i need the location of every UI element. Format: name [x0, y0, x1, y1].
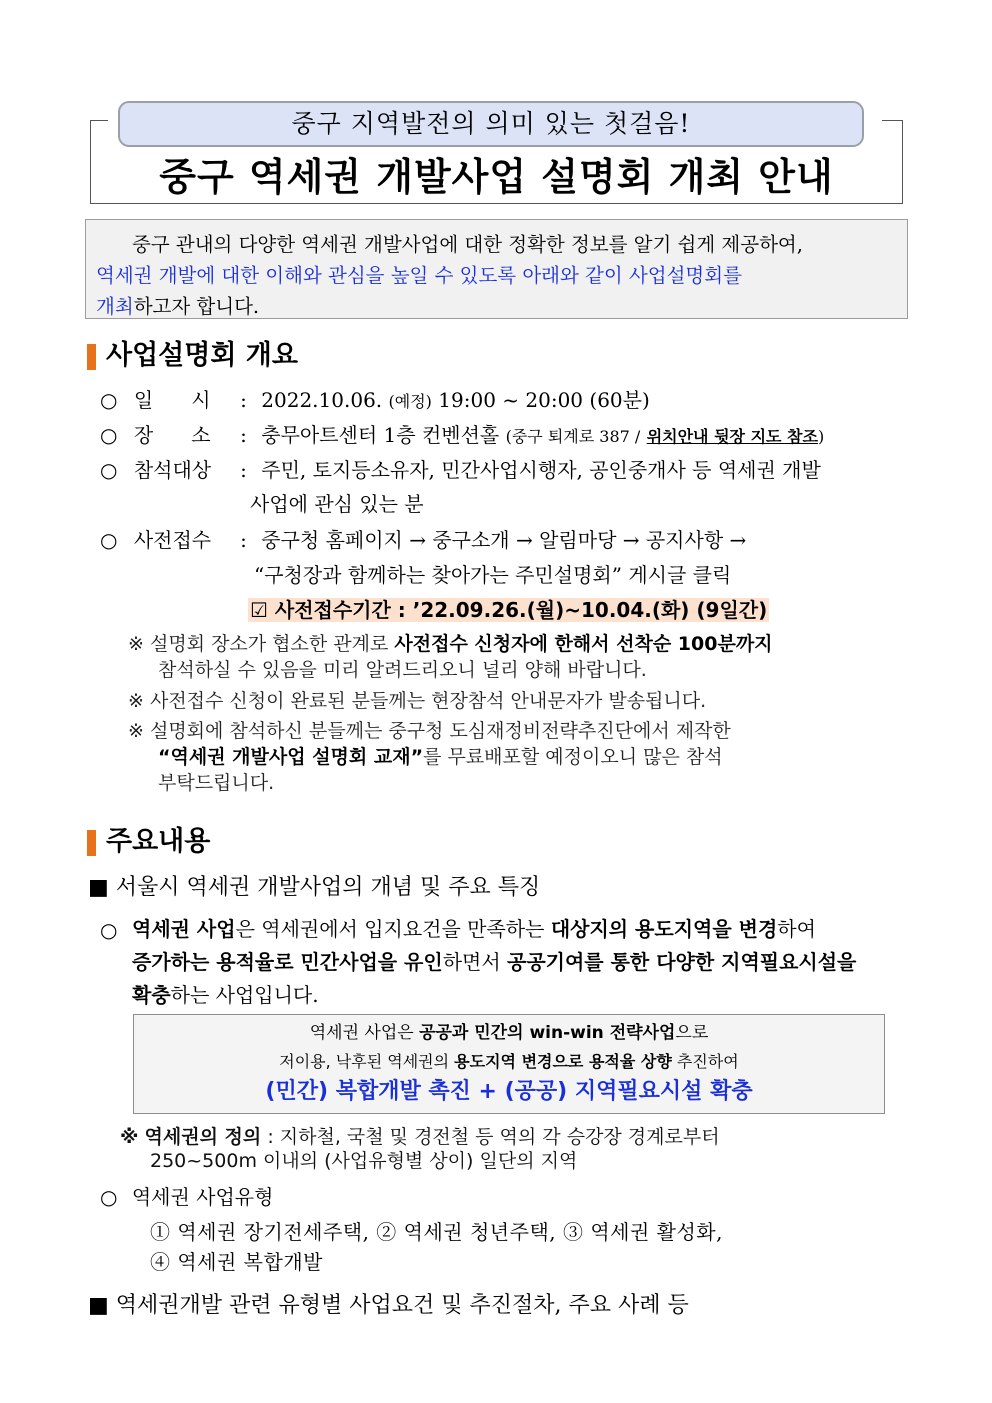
overview-registration-row [100, 525, 746, 555]
bullet-circle-p1: ○ [100, 918, 118, 942]
colon: : [240, 388, 247, 412]
note-3-line-2 [158, 744, 723, 770]
subheading-concept [88, 873, 540, 903]
note-3-b: “역세권 개발사업 설명회 교재” [158, 746, 424, 768]
definition-text-2: 250~500m 이내의 (사업유형별 상이) 일단의 지역 [150, 1150, 578, 1172]
intro-line-1: 중구 관내의 다양한 역세권 개발사업에 대한 정확한 정보를 알기 쉽게 제공하여, [132, 233, 803, 256]
place-map-reference: 위치안내 뒷장 지도 참조 [646, 427, 818, 446]
registration-period-text: ☑ 사전접수기간 : ’22.09.26.(월)~10.04.(화) (9일간) [250, 598, 768, 622]
note-mark: ※ [128, 720, 144, 742]
section-marker [87, 830, 96, 856]
date-note: (예정) [388, 392, 432, 411]
definition-text-1: 지하철, 국철 및 경전철 등 역의 각 승강장 경계로부터 [279, 1126, 720, 1148]
place-close: ) [817, 427, 825, 446]
date-time: 19:00 ~ 20:00 (60분) [438, 388, 650, 412]
bullet-circle: ○ [100, 423, 118, 447]
types-line-1: ① 역세권 장기전세주택, ② 역세권 청년주택, ③ 역세권 활성화, [150, 1220, 723, 1244]
summary-line-1: 역세권 사업은 공공과 민간의 win-win 전략사업으로 [309, 1023, 709, 1043]
p1-g: 공공기여를 통한 다양한 지역필요시설을 [507, 950, 857, 974]
colon: : [240, 423, 247, 447]
definition-label: 역세권의 정의 [144, 1126, 262, 1148]
p1-h: 확충 [132, 983, 171, 1007]
p1-i: 하는 사업입니다. [170, 983, 319, 1007]
target-line-1: 주민, 토지등소유자, 민간사업시행자, 공인중개사 등 역세권 개발 [261, 458, 821, 482]
note-2-text: 사전접수 신청이 완료된 분들께는 현장참석 안내문자가 발송됩니다. [149, 690, 707, 712]
registration-line-1: 중구청 홈페이지 → 중구소개 → 알림마당 → 공지사항 → [261, 528, 747, 552]
p1-f: 하면서 [442, 950, 508, 974]
square-bullet: ■ [88, 875, 109, 900]
intro-line-3 [96, 291, 899, 322]
intro-line-3-rest: 하고자 합니다. [133, 295, 260, 318]
note-3-d: 부탁드립니다. [158, 772, 275, 794]
date-label: 일 시 [133, 388, 211, 412]
section-heading-content: 주요내용 [106, 826, 211, 857]
summary-box [133, 1014, 885, 1114]
p1-e: 증가하는 용적율로 민간사업을 유인 [132, 950, 443, 974]
place-value: 충무아트센터 1층 컨벤션홀 [261, 423, 500, 447]
place-address: (중구 퇴계로 387 / [505, 427, 641, 446]
p1-c: 대상지의 용도지역을 변경 [550, 917, 778, 941]
bullet-circle: ○ [100, 1185, 118, 1209]
note-3-c: 를 무료배포할 예정이오니 많은 참석 [423, 746, 723, 768]
subheading-requirements-text: 역세권개발 관련 유형별 사업요건 및 추진절차, 주요 사례 등 [115, 1293, 689, 1318]
note-1-b: 사전접수 신청자에 한해서 선착순 100분까지 [394, 633, 773, 655]
types-row [100, 1182, 273, 1212]
concept-paragraph [132, 913, 907, 1012]
summary-line-2: 저이용, 낙후된 역세권의 용도지역 변경으로 용적율 상향 추진하여 [279, 1052, 739, 1071]
intro-line-2: 역세권 개발에 대한 이해와 관심을 높일 수 있도록 아래와 같이 사업설명회를 [96, 264, 742, 287]
section-heading-overview: 사업설명회 개요 [106, 340, 298, 371]
overview-target-row [100, 455, 821, 485]
note-1-c: 참석하실 수 있음을 미리 알려드리오니 널리 양해 바랍니다. [158, 659, 647, 681]
target-line-2: 사업에 관심 있는 분 [250, 492, 424, 516]
overview-place-row [100, 420, 824, 452]
registration-period [248, 596, 769, 624]
overview-date-row [100, 385, 650, 417]
bullet-circle: ○ [100, 458, 118, 482]
definition-note [120, 1124, 720, 1150]
section-marker [87, 344, 96, 370]
note-mark: ※ [128, 690, 144, 712]
bullet-circle: ○ [100, 388, 118, 412]
page-title: 중구 역세권 개발사업 설명회 개최 안내 [159, 155, 834, 199]
bullet-circle: ○ [100, 528, 118, 552]
note-mark: ※ [128, 633, 144, 655]
note-3-a: 설명회에 참석하신 분들께는 중구청 도심재정비전략추진단에서 제작한 [149, 720, 731, 742]
place-label: 장 소 [133, 423, 211, 447]
summary-line-3: (민간) 복합개발 촉진 + (공공) 지역필요시설 확충 [265, 1079, 753, 1104]
types-label: 역세권 사업유형 [131, 1185, 274, 1209]
colon: : [267, 1126, 274, 1148]
p1-b: 은 역세권에서 입지요건을 만족하는 [235, 917, 551, 941]
p1-d: 하여 [777, 917, 816, 941]
colon: : [240, 458, 247, 482]
p1-a: 역세권 사업 [132, 917, 236, 941]
subtitle-banner: 중구 지역발전의 의미 있는 첫걸음! [118, 101, 864, 147]
types-line-2: ④ 역세권 복합개발 [150, 1250, 323, 1274]
registration-label: 사전접수 [133, 528, 212, 552]
note-1 [128, 631, 773, 657]
note-2 [128, 688, 706, 714]
colon: : [240, 528, 247, 552]
subheading-requirements [88, 1291, 689, 1321]
target-label: 참석대상 [133, 458, 212, 482]
subheading-concept-text: 서울시 역세권 개발사업의 개념 및 주요 특징 [115, 875, 541, 900]
note-3 [128, 718, 731, 744]
intro-line-3-blue: 개최 [96, 295, 134, 318]
intro-box [85, 219, 908, 319]
square-bullet: ■ [88, 1293, 109, 1318]
registration-line-2: “구청장과 함께하는 찾아가는 주민설명회” 게시글 클릭 [254, 563, 732, 587]
date-value: 2022.10.06. [261, 388, 383, 412]
note-1-a: 설명회 장소가 협소한 관계로 [149, 633, 395, 655]
note-mark: ※ [120, 1126, 139, 1148]
